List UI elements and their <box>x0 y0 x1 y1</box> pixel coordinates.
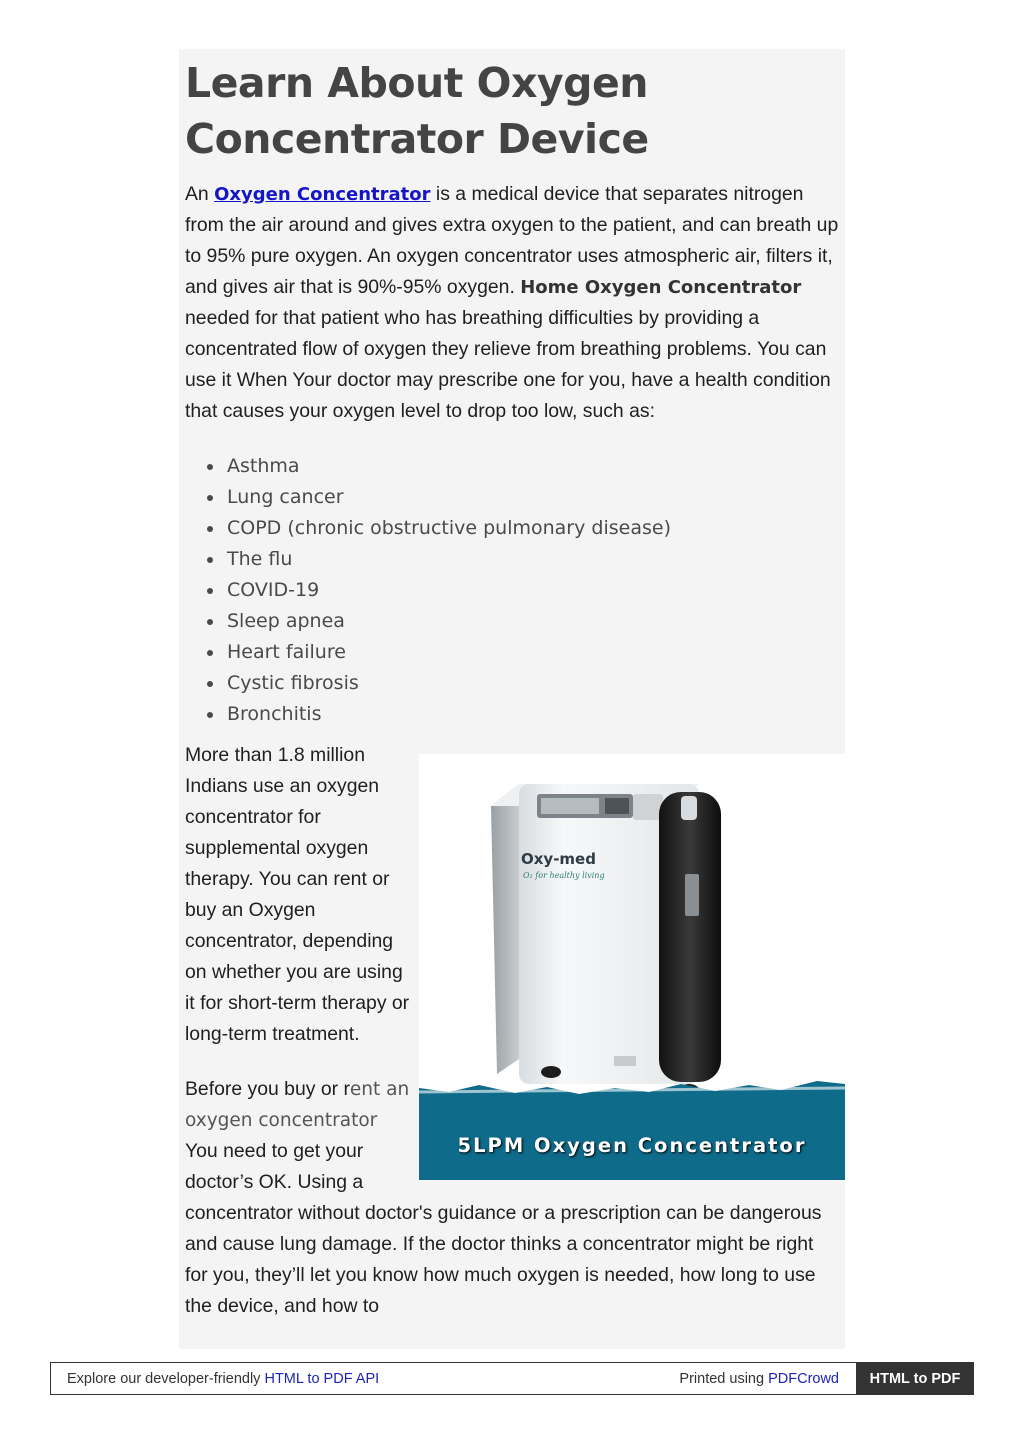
rent-oxygen-concentrator-link[interactable]: ent an oxygen concentrator <box>185 1079 410 1131</box>
list-item: • The flu <box>225 544 839 575</box>
footer-printed <box>679 1371 839 1387</box>
footer-explore <box>67 1371 379 1387</box>
intro-text-1: An <box>185 183 215 205</box>
list-item: • Asthma <box>225 451 839 482</box>
list-item: • Heart failure <box>225 637 839 668</box>
list-item: • Bronchitis <box>225 699 839 730</box>
intro-paragraph <box>185 179 839 427</box>
list-item: • COPD (chronic obstructive pulmonary disease) <box>225 513 839 544</box>
concentrator-illustration <box>419 754 845 1180</box>
pdf-footer-bar <box>50 1362 974 1395</box>
advice-text-1: Before you buy or r <box>185 1078 350 1100</box>
intro-text-3: needed for that patient who has breathing difficulties by providing a concentrated flow of oxygen they relieve from breathing problems. You can use it When Your doctor may prescribe one for you, have a health condition that causes your oxygen level to drop too low, such as: <box>185 307 831 422</box>
list-item: • Cystic fibrosis <box>225 668 839 699</box>
list-item: • Sleep apnea <box>225 606 839 637</box>
list-item: • COVID-19 <box>225 575 839 606</box>
oxygen-concentrator-link[interactable]: Oxygen Concentrator <box>214 184 431 205</box>
brand-tagline: O₂ for healthy living <box>523 871 605 880</box>
home-oxygen-concentrator-strong: Home Oxygen Concentrator <box>520 277 802 298</box>
html-to-pdf-button[interactable]: HTML to PDF <box>856 1362 974 1395</box>
footer-printed-text: Printed using <box>679 1371 769 1387</box>
footer-explore-text: Explore our developer-friendly <box>67 1371 265 1387</box>
intro-text-2: is a medical device that separates nitrogen from the air around and gives extra oxygen to the patient, and can breath up to 95% pure oxygen. An oxygen concentrator uses atmospheric air, filters it, and gives air that is 90%-95% oxygen. <box>185 183 839 298</box>
pdfcrowd-link[interactable]: PDFCrowd <box>768 1371 839 1387</box>
html-to-pdf-api-link[interactable]: HTML to PDF API <box>264 1371 380 1387</box>
concentrator-product-image <box>419 754 845 1180</box>
brand-logo: Oxy-med <box>521 850 596 868</box>
advice-text-2: You need to get your doctor’s OK. Using a concentrator without doctor's guidance or a prescription can be dangerous and cause lung damage. If the doctor thinks a concentrator might be right for you, they’ll let you know how much oxygen is needed, how long to use the device, and how to <box>185 1140 822 1317</box>
usage-paragraph: More than 1.8 million Indians use an oxygen concentrator for supplemental oxygen therapy. You can rent or buy an Oxygen concentrator, depending on whether you are using it for short-term therapy or long-term treatment. <box>185 744 410 1045</box>
figure-caption: 5LPM Oxygen Concentrator <box>457 1134 807 1157</box>
article <box>179 49 845 1349</box>
page-title: Learn About Oxygen Concentrator Device <box>185 59 649 163</box>
conditions-list <box>185 451 839 730</box>
list-item: • Lung cancer <box>225 482 839 513</box>
